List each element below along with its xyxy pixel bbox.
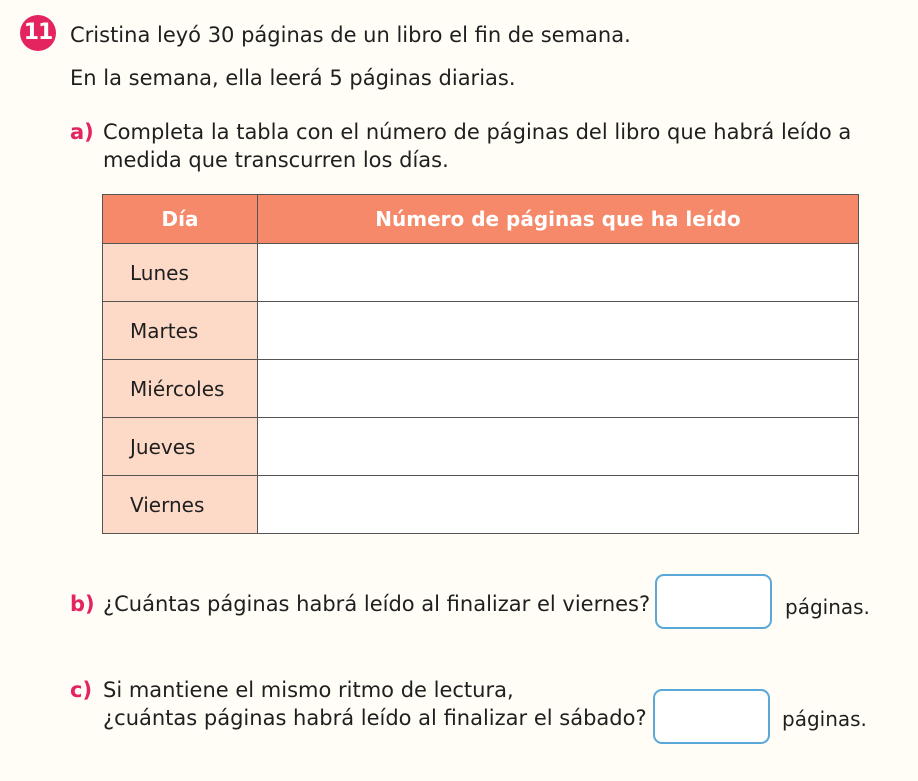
day-cell: Viernes xyxy=(103,476,258,534)
day-cell: Lunes xyxy=(103,244,258,302)
table-row xyxy=(103,476,859,534)
pages-cell[interactable] xyxy=(258,476,859,534)
statement-line-1: Cristina leyó 30 páginas de un libro el fin de semana. xyxy=(70,23,631,47)
table-row xyxy=(103,244,859,302)
part-a-text-line1: Completa la tabla con el número de páginas del libro que habrá leído a xyxy=(103,120,852,144)
part-a-text-line2: medida que transcurren los días. xyxy=(103,148,449,172)
pages-cell[interactable] xyxy=(258,302,859,360)
part-a-instruction xyxy=(70,118,851,174)
header-day: Día xyxy=(103,195,258,244)
part-c-question xyxy=(70,676,647,732)
part-c-text-line1: Si mantiene el mismo ritmo de lectura, xyxy=(103,678,514,702)
exercise-number-badge: 11 xyxy=(20,15,56,51)
table-row xyxy=(103,360,859,418)
statement-line-2: En la semana, ella leerá 5 páginas diarias. xyxy=(70,66,516,90)
part-c-label: c) xyxy=(70,678,93,702)
table-header-row xyxy=(103,195,859,244)
pages-cell[interactable] xyxy=(258,360,859,418)
part-b-text: ¿Cuántas páginas habrá leído al finalizar el viernes? xyxy=(103,592,651,616)
part-c-unit: páginas. xyxy=(782,707,867,731)
pages-cell[interactable] xyxy=(258,244,859,302)
table-row xyxy=(103,302,859,360)
part-b-unit: páginas. xyxy=(785,595,870,619)
part-b-question xyxy=(70,592,650,616)
part-c-answer-box[interactable] xyxy=(653,689,770,744)
part-b-answer-box[interactable] xyxy=(655,574,772,629)
table-row xyxy=(103,418,859,476)
part-c-text-line2: ¿cuántas páginas habrá leído al finalizar el sábado? xyxy=(103,706,647,730)
part-a-label: a) xyxy=(70,120,94,144)
header-pages: Número de páginas que ha leído xyxy=(258,195,859,244)
part-b-label: b) xyxy=(70,592,95,616)
pages-cell[interactable] xyxy=(258,418,859,476)
day-cell: Miércoles xyxy=(103,360,258,418)
pages-table xyxy=(102,194,859,534)
day-cell: Jueves xyxy=(103,418,258,476)
day-cell: Martes xyxy=(103,302,258,360)
